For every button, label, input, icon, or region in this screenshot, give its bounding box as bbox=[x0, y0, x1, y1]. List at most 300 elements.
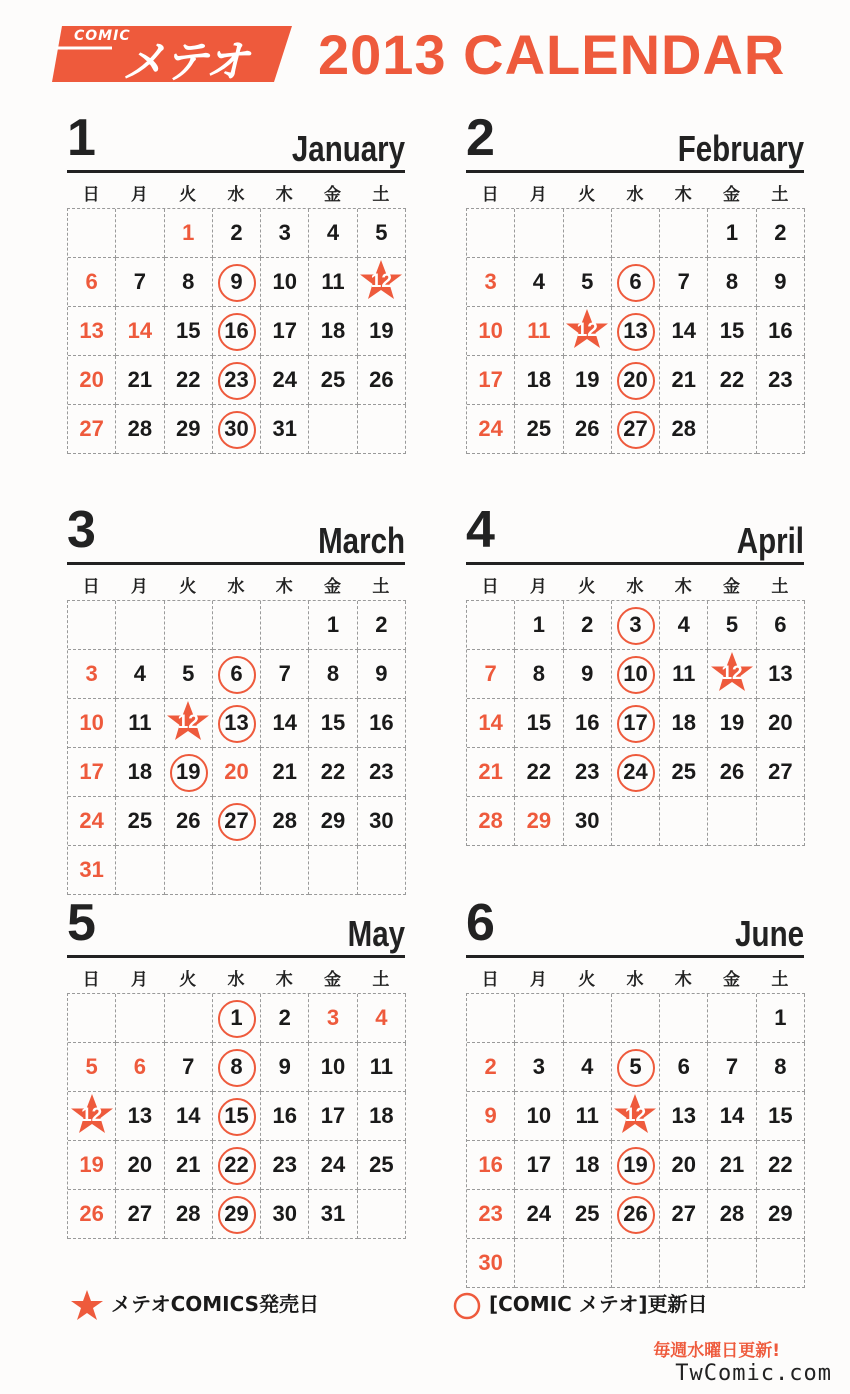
week-row bbox=[68, 994, 406, 1043]
day-cell bbox=[116, 1190, 164, 1239]
day-number: 7 bbox=[133, 269, 147, 294]
day-cell bbox=[467, 1043, 515, 1092]
empty-cell bbox=[358, 1190, 406, 1239]
day-cell bbox=[612, 699, 660, 748]
day-number: 27 bbox=[671, 1201, 696, 1226]
day-cell bbox=[165, 307, 213, 356]
day-number: 13 bbox=[768, 661, 793, 686]
week-row bbox=[68, 846, 406, 895]
day-number: 8 bbox=[774, 1054, 787, 1079]
week-row bbox=[467, 1092, 805, 1141]
day-cell bbox=[165, 405, 213, 454]
day-cell bbox=[116, 699, 164, 748]
day-cell bbox=[261, 1043, 309, 1092]
month-may bbox=[67, 894, 405, 1278]
day-number: 16 bbox=[768, 318, 793, 343]
day-number: 18 bbox=[320, 318, 346, 343]
day-cell bbox=[612, 1141, 660, 1190]
page-title: 2013 CALENDAR bbox=[318, 23, 786, 86]
day-cell bbox=[515, 748, 563, 797]
day-cell bbox=[708, 209, 756, 258]
weekday-label: 木 bbox=[275, 185, 293, 205]
empty-cell bbox=[309, 405, 357, 454]
day-cell bbox=[515, 307, 563, 356]
day-cell bbox=[515, 797, 563, 846]
day-cell bbox=[757, 258, 805, 307]
weekday-label: 月 bbox=[130, 185, 148, 205]
day-cell bbox=[116, 1043, 164, 1092]
day-number: 23 bbox=[478, 1201, 503, 1226]
day-cell bbox=[116, 748, 164, 797]
day-number: 27 bbox=[623, 416, 648, 441]
day-number: 17 bbox=[272, 318, 297, 343]
day-cell bbox=[261, 307, 309, 356]
day-cell bbox=[708, 258, 756, 307]
day-cell bbox=[467, 258, 515, 307]
day-number: 15 bbox=[719, 318, 745, 343]
day-number: 18 bbox=[526, 367, 552, 392]
day-number: 22 bbox=[175, 367, 201, 392]
weekday-header bbox=[466, 965, 804, 991]
logo-comic-text: COMIC bbox=[74, 28, 131, 44]
day-number: 19 bbox=[79, 1152, 104, 1177]
day-cell bbox=[564, 699, 612, 748]
day-cell bbox=[467, 307, 515, 356]
day-number: 28 bbox=[719, 1201, 745, 1226]
day-cell bbox=[757, 209, 805, 258]
day-number: 29 bbox=[526, 808, 552, 833]
day-number: 6 bbox=[629, 269, 642, 294]
month-rule bbox=[466, 562, 804, 565]
day-cell bbox=[309, 258, 357, 307]
day-number: 4 bbox=[375, 1005, 388, 1030]
day-number: 6 bbox=[677, 1054, 690, 1079]
day-number: 15 bbox=[526, 710, 552, 735]
day-cell bbox=[68, 1141, 116, 1190]
day-number: 8 bbox=[326, 661, 340, 686]
day-number: 10 bbox=[623, 661, 648, 686]
empty-cell bbox=[68, 601, 116, 650]
day-cell bbox=[564, 650, 612, 699]
weekday-header bbox=[67, 180, 405, 206]
month-number: 6 bbox=[466, 894, 495, 952]
day-number: 25 bbox=[526, 416, 552, 441]
day-cell bbox=[165, 258, 213, 307]
month-number: 3 bbox=[67, 501, 96, 559]
watermark: TwComic.com bbox=[675, 1361, 832, 1386]
week-row bbox=[68, 307, 406, 356]
day-cell bbox=[708, 1092, 756, 1141]
day-number: 21 bbox=[671, 367, 696, 392]
day-number: 25 bbox=[671, 759, 696, 784]
weekday-label: 月 bbox=[529, 577, 547, 597]
empty-cell bbox=[612, 1239, 660, 1288]
weekday-label: 火 bbox=[578, 970, 596, 990]
day-number: 30 bbox=[574, 808, 600, 833]
day-number: 6 bbox=[85, 269, 98, 294]
week-row bbox=[68, 601, 406, 650]
empty-cell bbox=[467, 209, 515, 258]
empty-cell bbox=[660, 1239, 708, 1288]
day-number: 11 bbox=[527, 318, 551, 343]
day-cell bbox=[757, 601, 805, 650]
month-rule bbox=[466, 170, 804, 173]
day-cell bbox=[564, 1190, 612, 1239]
month-number: 5 bbox=[67, 894, 96, 952]
day-cell bbox=[515, 1141, 563, 1190]
day-number: 6 bbox=[230, 661, 243, 686]
day-number: 20 bbox=[224, 759, 249, 784]
weekday-label: 土 bbox=[372, 577, 390, 597]
day-cell bbox=[564, 356, 612, 405]
day-number: 12 bbox=[177, 712, 199, 733]
empty-cell bbox=[612, 797, 660, 846]
calendar-header bbox=[0, 0, 850, 110]
weekday-label: 月 bbox=[529, 970, 547, 990]
day-cell bbox=[515, 356, 563, 405]
day-cell bbox=[309, 1190, 357, 1239]
empty-cell bbox=[309, 846, 357, 895]
day-number: 23 bbox=[574, 759, 600, 784]
day-number: 27 bbox=[768, 759, 793, 784]
day-number: 1 bbox=[725, 220, 739, 245]
month-rule bbox=[67, 170, 405, 173]
day-number: 22 bbox=[719, 367, 745, 392]
day-number: 26 bbox=[623, 1201, 648, 1226]
day-number: 15 bbox=[320, 710, 346, 735]
empty-cell bbox=[564, 1239, 612, 1288]
weekday-label: 水 bbox=[227, 185, 245, 205]
day-cell bbox=[708, 1043, 756, 1092]
day-cell bbox=[757, 994, 805, 1043]
day-number: 5 bbox=[629, 1054, 642, 1079]
day-number: 14 bbox=[719, 1103, 745, 1128]
day-number: 11 bbox=[672, 661, 696, 686]
day-number: 21 bbox=[175, 1152, 201, 1177]
empty-cell bbox=[757, 405, 805, 454]
day-number: 14 bbox=[671, 318, 696, 343]
day-cell bbox=[515, 1092, 563, 1141]
day-cell bbox=[467, 356, 515, 405]
month-number: 4 bbox=[466, 501, 495, 559]
empty-cell bbox=[467, 994, 515, 1043]
day-cell bbox=[165, 748, 213, 797]
day-number: 17 bbox=[526, 1152, 552, 1177]
day-number: 12 bbox=[370, 271, 392, 292]
day-cell bbox=[213, 1092, 261, 1141]
weekday-label: 日 bbox=[82, 185, 100, 205]
day-number: 13 bbox=[623, 318, 648, 343]
week-row bbox=[467, 1141, 805, 1190]
month-rule bbox=[67, 562, 405, 565]
day-number: 9 bbox=[581, 661, 594, 686]
day-cell bbox=[68, 699, 116, 748]
weekday-label: 水 bbox=[227, 577, 245, 597]
day-cell bbox=[68, 650, 116, 699]
day-number: 14 bbox=[127, 318, 153, 343]
day-number: 24 bbox=[526, 1201, 552, 1226]
month-grid bbox=[67, 993, 406, 1239]
day-cell bbox=[165, 1043, 213, 1092]
day-number: 26 bbox=[719, 759, 745, 784]
day-number: 18 bbox=[127, 759, 153, 784]
empty-cell bbox=[116, 209, 164, 258]
month-june bbox=[466, 894, 804, 1278]
weekday-label: 土 bbox=[771, 970, 789, 990]
day-number: 8 bbox=[725, 269, 739, 294]
day-number: 29 bbox=[768, 1201, 793, 1226]
day-cell bbox=[358, 1043, 406, 1092]
day-number: 11 bbox=[575, 1103, 599, 1128]
empty-cell bbox=[165, 601, 213, 650]
day-number: 6 bbox=[774, 612, 787, 637]
empty-cell bbox=[564, 209, 612, 258]
day-cell bbox=[165, 1092, 213, 1141]
empty-cell bbox=[165, 846, 213, 895]
day-number: 6 bbox=[133, 1054, 147, 1079]
day-number: 1 bbox=[230, 1005, 243, 1030]
day-cell bbox=[116, 307, 164, 356]
month-name: May bbox=[347, 913, 405, 954]
day-cell bbox=[660, 601, 708, 650]
day-number: 4 bbox=[326, 220, 340, 245]
day-number: 21 bbox=[719, 1152, 745, 1177]
day-cell bbox=[309, 748, 357, 797]
day-cell bbox=[708, 650, 756, 699]
weekday-header bbox=[67, 572, 405, 598]
day-cell bbox=[261, 748, 309, 797]
weekday-label: 日 bbox=[82, 577, 100, 597]
day-cell bbox=[68, 356, 116, 405]
day-number: 25 bbox=[127, 808, 153, 833]
weekday-label: 金 bbox=[723, 577, 741, 597]
day-cell bbox=[213, 797, 261, 846]
day-number: 21 bbox=[127, 367, 153, 392]
day-number: 18 bbox=[369, 1103, 394, 1128]
day-number: 27 bbox=[224, 808, 249, 833]
day-number: 10 bbox=[526, 1103, 552, 1128]
day-number: 26 bbox=[369, 367, 394, 392]
empty-cell bbox=[116, 846, 164, 895]
weekday-label: 金 bbox=[723, 970, 741, 990]
day-number: 26 bbox=[79, 1201, 104, 1226]
empty-cell bbox=[564, 994, 612, 1043]
month-number: 2 bbox=[466, 109, 495, 167]
day-number: 14 bbox=[175, 1103, 201, 1128]
weekday-header bbox=[67, 965, 405, 991]
day-number: 2 bbox=[375, 612, 388, 637]
day-cell bbox=[213, 405, 261, 454]
day-cell bbox=[612, 1043, 660, 1092]
day-cell bbox=[116, 356, 164, 405]
day-number: 17 bbox=[623, 710, 648, 735]
day-cell bbox=[116, 797, 164, 846]
day-number: 8 bbox=[532, 661, 546, 686]
day-cell bbox=[757, 1092, 805, 1141]
weekday-label: 日 bbox=[481, 185, 499, 205]
day-number: 16 bbox=[272, 1103, 297, 1128]
day-cell bbox=[261, 258, 309, 307]
day-number: 11 bbox=[369, 1054, 393, 1079]
day-cell bbox=[467, 1141, 515, 1190]
day-number: 9 bbox=[278, 1054, 291, 1079]
empty-cell bbox=[612, 994, 660, 1043]
empty-cell bbox=[708, 1239, 756, 1288]
day-number: 30 bbox=[224, 416, 249, 441]
weekday-label: 水 bbox=[626, 577, 644, 597]
empty-cell bbox=[165, 994, 213, 1043]
day-cell bbox=[757, 1190, 805, 1239]
weekday-label: 月 bbox=[130, 970, 148, 990]
day-number: 3 bbox=[326, 1005, 340, 1030]
week-row bbox=[467, 1190, 805, 1239]
logo-brand-text: メテオ bbox=[122, 37, 248, 88]
day-number: 4 bbox=[677, 612, 690, 637]
day-cell bbox=[261, 994, 309, 1043]
day-number: 10 bbox=[320, 1054, 346, 1079]
day-cell bbox=[564, 797, 612, 846]
day-number: 19 bbox=[719, 710, 745, 735]
day-cell bbox=[358, 699, 406, 748]
day-number: 7 bbox=[182, 1054, 195, 1079]
day-number: 2 bbox=[581, 612, 594, 637]
day-number: 7 bbox=[484, 661, 497, 686]
day-number: 2 bbox=[774, 220, 787, 245]
day-cell bbox=[564, 405, 612, 454]
month-february bbox=[466, 109, 804, 493]
empty-cell bbox=[757, 1239, 805, 1288]
week-row bbox=[68, 748, 406, 797]
day-cell bbox=[358, 307, 406, 356]
day-cell bbox=[708, 748, 756, 797]
week-row bbox=[467, 748, 805, 797]
day-cell bbox=[660, 356, 708, 405]
day-number: 28 bbox=[272, 808, 297, 833]
week-row bbox=[68, 1043, 406, 1092]
day-cell bbox=[467, 1092, 515, 1141]
weekday-label: 水 bbox=[626, 970, 644, 990]
day-cell bbox=[358, 797, 406, 846]
day-cell bbox=[309, 1043, 357, 1092]
day-number: 3 bbox=[629, 612, 642, 637]
day-number: 4 bbox=[532, 269, 546, 294]
empty-cell bbox=[612, 209, 660, 258]
day-number: 26 bbox=[574, 416, 600, 441]
month-number: 1 bbox=[67, 109, 96, 167]
empty-cell bbox=[515, 1239, 563, 1288]
day-cell bbox=[261, 209, 309, 258]
day-number: 9 bbox=[774, 269, 787, 294]
day-number: 14 bbox=[272, 710, 297, 735]
day-number: 5 bbox=[581, 269, 594, 294]
day-cell bbox=[612, 258, 660, 307]
empty-cell bbox=[116, 601, 164, 650]
day-cell bbox=[165, 1190, 213, 1239]
day-number: 31 bbox=[79, 857, 104, 882]
day-number: 16 bbox=[574, 710, 600, 735]
day-cell bbox=[564, 748, 612, 797]
day-number: 3 bbox=[85, 661, 98, 686]
month-rule bbox=[67, 955, 405, 958]
day-number: 2 bbox=[230, 220, 243, 245]
day-cell bbox=[708, 601, 756, 650]
day-cell bbox=[261, 356, 309, 405]
day-cell bbox=[68, 797, 116, 846]
day-cell bbox=[68, 405, 116, 454]
day-number: 31 bbox=[272, 416, 297, 441]
day-cell bbox=[309, 650, 357, 699]
day-number: 13 bbox=[671, 1103, 696, 1128]
weekday-label: 日 bbox=[481, 577, 499, 597]
week-row bbox=[68, 1141, 406, 1190]
day-number: 5 bbox=[85, 1054, 98, 1079]
weekday-label: 金 bbox=[324, 970, 342, 990]
day-number: 17 bbox=[478, 367, 503, 392]
day-cell bbox=[757, 650, 805, 699]
day-number: 22 bbox=[320, 759, 346, 784]
week-row bbox=[467, 650, 805, 699]
weekday-label: 木 bbox=[674, 577, 692, 597]
circle-icon bbox=[452, 1291, 482, 1321]
day-cell bbox=[165, 699, 213, 748]
day-cell bbox=[213, 1043, 261, 1092]
day-cell bbox=[467, 650, 515, 699]
day-number: 16 bbox=[224, 318, 249, 343]
day-cell bbox=[165, 1141, 213, 1190]
empty-cell bbox=[261, 846, 309, 895]
month-grid bbox=[466, 993, 805, 1288]
day-cell bbox=[660, 1092, 708, 1141]
day-cell bbox=[757, 1043, 805, 1092]
day-cell bbox=[309, 601, 357, 650]
day-cell bbox=[68, 1190, 116, 1239]
comic-meteo-logo bbox=[52, 18, 300, 90]
day-number: 8 bbox=[182, 269, 195, 294]
star-icon bbox=[70, 1289, 104, 1323]
weekday-label: 水 bbox=[626, 185, 644, 205]
weekday-label: 土 bbox=[372, 185, 390, 205]
empty-cell bbox=[116, 994, 164, 1043]
day-cell bbox=[309, 994, 357, 1043]
day-number: 7 bbox=[677, 269, 690, 294]
month-name: June bbox=[735, 913, 804, 954]
day-cell bbox=[358, 356, 406, 405]
day-number: 28 bbox=[175, 1201, 201, 1226]
day-cell bbox=[68, 1092, 116, 1141]
month-name: January bbox=[291, 128, 405, 169]
day-cell bbox=[612, 1190, 660, 1239]
day-number: 1 bbox=[774, 1005, 787, 1030]
day-number: 29 bbox=[320, 808, 346, 833]
week-row bbox=[467, 1239, 805, 1288]
weekday-label: 木 bbox=[275, 577, 293, 597]
weekday-label: 木 bbox=[674, 970, 692, 990]
day-cell bbox=[261, 1190, 309, 1239]
day-number: 30 bbox=[478, 1250, 503, 1275]
day-cell bbox=[660, 1190, 708, 1239]
weekday-label: 火 bbox=[179, 577, 197, 597]
day-number: 10 bbox=[79, 710, 104, 735]
month-name: February bbox=[677, 128, 804, 169]
day-number: 13 bbox=[224, 710, 249, 735]
day-number: 27 bbox=[127, 1201, 153, 1226]
day-number: 24 bbox=[320, 1152, 346, 1177]
week-row bbox=[68, 209, 406, 258]
day-number: 30 bbox=[272, 1201, 297, 1226]
day-cell bbox=[757, 1141, 805, 1190]
day-cell bbox=[261, 405, 309, 454]
day-cell bbox=[612, 1092, 660, 1141]
